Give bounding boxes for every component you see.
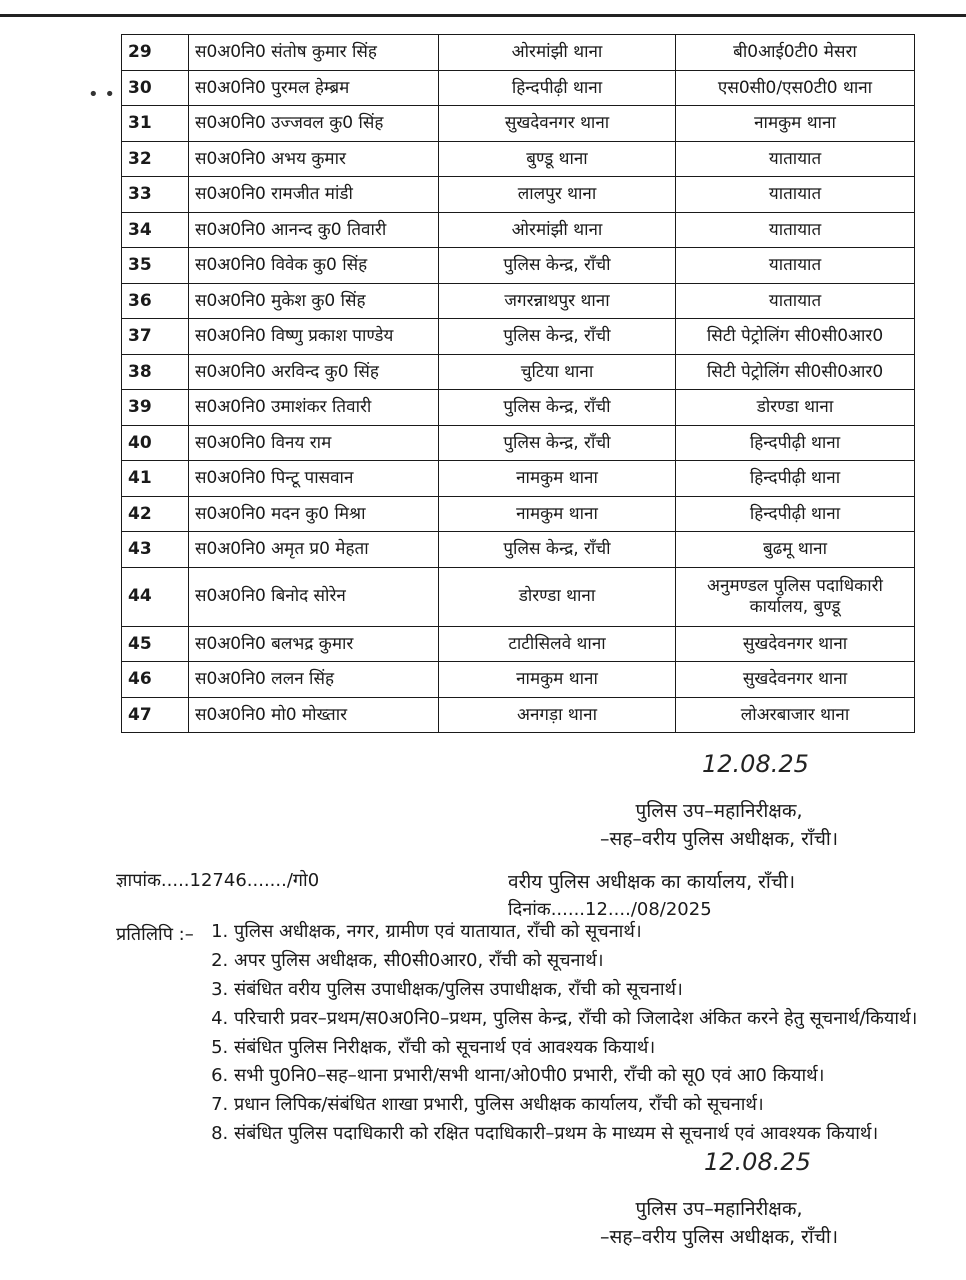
- from-posting-cell: हिन्दपीढ़ी थाना: [439, 70, 676, 106]
- to-posting-cell: एस0सी0/एस0टी0 थाना: [676, 70, 915, 106]
- to-posting-cell: यातायात: [676, 212, 915, 248]
- officer-name-cell: स0अ0नि0 मुकेश कु0 सिंह: [189, 283, 439, 319]
- officer-name-cell: स0अ0नि0 विष्णु प्रकाश पाण्डेय: [189, 319, 439, 355]
- from-posting-cell: चुटिया थाना: [439, 354, 676, 390]
- serial-number-cell: 40: [122, 425, 189, 461]
- copy-to-item: 8. संबंधित पुलिस पदाधिकारी को रक्षित पदाधिकारी–प्रथम के माध्यम से सूचनार्थ एवं आवश्यक कियार्थ।: [234, 1120, 952, 1148]
- table-row: [122, 283, 915, 319]
- to-posting-cell: हिन्दपीढ़ी थाना: [676, 425, 915, 461]
- from-posting-cell: पुलिस केन्द्र, राँची: [439, 532, 676, 568]
- officer-name-cell: स0अ0नि0 विनय राम: [189, 425, 439, 461]
- from-posting-cell: टाटीसिलवे थाना: [439, 626, 676, 662]
- signatory-designation-line2: –सह–वरीय पुलिस अधीक्षक, राँची।: [600, 1225, 839, 1248]
- from-posting-cell: अनगड़ा थाना: [439, 697, 676, 733]
- copy-to-item: 1. पुलिस अधीक्षक, नगर, ग्रामीण एवं यातायात, राँची को सूचनार्थ।: [234, 918, 952, 946]
- from-posting-cell: पुलिस केन्द्र, राँची: [439, 248, 676, 284]
- officer-name-cell: स0अ0नि0 आनन्द कु0 तिवारी: [189, 212, 439, 248]
- copy-to-item: 5. संबंधित पुलिस निरीक्षक, राँची को सूचनार्थ एवं आवश्यक कियार्थ।: [234, 1034, 952, 1062]
- table-row: [122, 567, 915, 626]
- officer-name-cell: स0अ0नि0 बिनोद सोरेन: [189, 567, 439, 626]
- to-posting-cell: डोरण्डा थाना: [676, 390, 915, 426]
- table-row: [122, 141, 915, 177]
- table-row: [122, 496, 915, 532]
- to-posting-cell: लोअरबाजार थाना: [676, 697, 915, 733]
- officer-name-cell: स0अ0नि0 उमाशंकर तिवारी: [189, 390, 439, 426]
- to-posting-cell: यातायात: [676, 177, 915, 213]
- officer-name-cell: स0अ0नि0 अभय कुमार: [189, 141, 439, 177]
- from-posting-cell: सुखदेवनगर थाना: [439, 106, 676, 142]
- serial-number-cell: 38: [122, 354, 189, 390]
- officer-name-cell: स0अ0नि0 विवेक कु0 सिंह: [189, 248, 439, 284]
- copy-to-list: [210, 918, 952, 1149]
- table-row: [122, 662, 915, 698]
- serial-number-cell: 45: [122, 626, 189, 662]
- officer-name-cell: स0अ0नि0 मदन कु0 मिश्रा: [189, 496, 439, 532]
- signatory-designation: पुलिस उप–महानिरीक्षक,: [635, 1198, 803, 1220]
- officer-name-cell: स0अ0नि0 मो0 मोख्तार: [189, 697, 439, 733]
- from-posting-cell: बुण्डू थाना: [439, 141, 676, 177]
- to-posting-cell: यातायात: [676, 141, 915, 177]
- copy-to-label: प्रतिलिपि :–: [116, 924, 194, 945]
- serial-number-cell: 37: [122, 319, 189, 355]
- from-posting-cell: नामकुम थाना: [439, 496, 676, 532]
- copy-to-item: 3. संबंधित वरीय पुलिस उपाधीक्षक/पुलिस उपाधीक्षक, राँची को सूचनार्थ।: [234, 976, 952, 1004]
- table-row: [122, 319, 915, 355]
- serial-number-cell: 35: [122, 248, 189, 284]
- officer-name-cell: स0अ0नि0 अमृत प्र0 मेहता: [189, 532, 439, 568]
- serial-number-cell: 44: [122, 567, 189, 626]
- to-posting-cell: बी0आई0टी0 मेसरा: [676, 35, 915, 71]
- to-posting-cell: यातायात: [676, 248, 915, 284]
- memo-reference: ज्ञापांक.....12746......./गो0: [116, 870, 320, 891]
- copy-to-item: 6. सभी पु0नि0–सह–थाना प्रभारी/सभी थाना/ओ0पी0 प्रभारी, राँची को सू0 एवं आ0 कियार्थ।: [234, 1062, 952, 1090]
- from-posting-cell: पुलिस केन्द्र, राँची: [439, 319, 676, 355]
- table-row: [122, 461, 915, 497]
- signatory-block-1: [600, 798, 838, 853]
- from-posting-cell: नामकुम थाना: [439, 662, 676, 698]
- stray-marks: • •: [88, 84, 115, 105]
- table-row: [122, 70, 915, 106]
- transfer-table: [121, 34, 915, 733]
- serial-number-cell: 33: [122, 177, 189, 213]
- from-posting-cell: ओरमांझी थाना: [439, 212, 676, 248]
- handwritten-signature-2: 12.08.25: [704, 1148, 811, 1176]
- table-row: [122, 177, 915, 213]
- serial-number-cell: 30: [122, 70, 189, 106]
- handwritten-signature-1: 12.08.25: [702, 750, 809, 778]
- table-row: [122, 697, 915, 733]
- to-posting-cell: हिन्दपीढ़ी थाना: [676, 496, 915, 532]
- officer-name-cell: स0अ0नि0 रामजीत मांडी: [189, 177, 439, 213]
- transfer-table-body: [122, 35, 915, 733]
- serial-number-cell: 32: [122, 141, 189, 177]
- table-row: [122, 425, 915, 461]
- copy-to-item: 7. प्रधान लिपिक/संबंधित शाखा प्रभारी, पुलिस अधीक्षक कार्यालय, राँची को सूचनार्थ।: [234, 1091, 952, 1119]
- officer-name-cell: स0अ0नि0 पिन्टू पासवान: [189, 461, 439, 497]
- to-posting-cell: नामकुम थाना: [676, 106, 915, 142]
- page-top-edge: [0, 0, 966, 17]
- officer-name-cell: स0अ0नि0 पुरमल हेम्ब्रम: [189, 70, 439, 106]
- serial-number-cell: 42: [122, 496, 189, 532]
- table-row: [122, 35, 915, 71]
- table-row: [122, 248, 915, 284]
- table-row: [122, 212, 915, 248]
- serial-number-cell: 46: [122, 662, 189, 698]
- serial-number-cell: 43: [122, 532, 189, 568]
- serial-number-cell: 36: [122, 283, 189, 319]
- serial-number-cell: 29: [122, 35, 189, 71]
- memo-date: दिनांक......12..../08/2025: [508, 899, 712, 920]
- officer-name-cell: स0अ0नि0 संतोष कुमार सिंह: [189, 35, 439, 71]
- to-posting-cell: सुखदेवनगर थाना: [676, 626, 915, 662]
- officer-name-cell: स0अ0नि0 उज्जवल कु0 सिंह: [189, 106, 439, 142]
- to-posting-cell: हिन्दपीढ़ी थाना: [676, 461, 915, 497]
- from-posting-cell: नामकुम थाना: [439, 461, 676, 497]
- from-posting-cell: लालपुर थाना: [439, 177, 676, 213]
- table-row: [122, 390, 915, 426]
- from-posting-cell: पुलिस केन्द्र, राँची: [439, 425, 676, 461]
- serial-number-cell: 47: [122, 697, 189, 733]
- table-row: [122, 532, 915, 568]
- signatory-designation-line2: –सह–वरीय पुलिस अधीक्षक, राँची।: [600, 827, 839, 850]
- from-posting-cell: जगरन्नाथपुर थाना: [439, 283, 676, 319]
- to-posting-cell: सुखदेवनगर थाना: [676, 662, 915, 698]
- to-posting-cell: अनुमण्डल पुलिस पदाधिकारी कार्यालय, बुण्डू: [676, 567, 915, 626]
- signatory-block-2: [600, 1196, 838, 1251]
- from-posting-cell: पुलिस केन्द्र, राँची: [439, 390, 676, 426]
- serial-number-cell: 31: [122, 106, 189, 142]
- copy-to-item: 2. अपर पुलिस अधीक्षक, सी0सी0आर0, राँची को सूचनार्थ।: [234, 947, 952, 975]
- to-posting-cell: सिटी पेट्रोलिंग सी0सी0आर0: [676, 319, 915, 355]
- table-row: [122, 106, 915, 142]
- from-posting-cell: ओरमांझी थाना: [439, 35, 676, 71]
- copy-to-item: 4. परिचारी प्रवर–प्रथम/स0अ0नि0–प्रथम, पुलिस केन्द्र, राँची को जिलादेश अंकित करने हेतु सूचनार्थ/कियार्थ।: [234, 1005, 952, 1033]
- table-row: [122, 354, 915, 390]
- serial-number-cell: 39: [122, 390, 189, 426]
- officer-name-cell: स0अ0नि0 अरविन्द कु0 सिंह: [189, 354, 439, 390]
- to-posting-cell: सिटी पेट्रोलिंग सी0सी0आर0: [676, 354, 915, 390]
- officer-name-cell: स0अ0नि0 ललन सिंह: [189, 662, 439, 698]
- officer-name-cell: स0अ0नि0 बलभद्र कुमार: [189, 626, 439, 662]
- serial-number-cell: 34: [122, 212, 189, 248]
- to-posting-cell: यातायात: [676, 283, 915, 319]
- to-posting-cell: बुढमू थाना: [676, 532, 915, 568]
- from-posting-cell: डोरण्डा थाना: [439, 567, 676, 626]
- serial-number-cell: 41: [122, 461, 189, 497]
- issuing-office: वरीय पुलिस अधीक्षक का कार्यालय, राँची।: [508, 871, 796, 893]
- table-row: [122, 626, 915, 662]
- signatory-designation: पुलिस उप–महानिरीक्षक,: [635, 800, 803, 822]
